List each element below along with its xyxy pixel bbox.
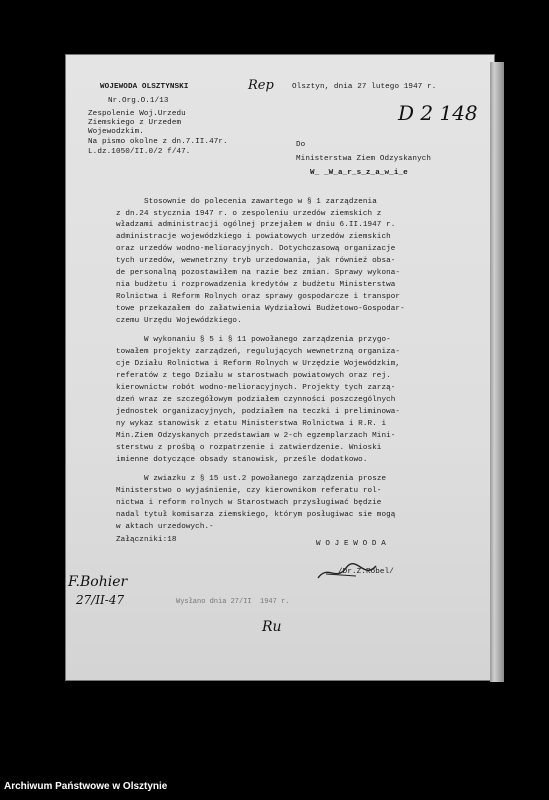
body-line: ny wykaz stanowisk z etatu Ministerstwa Rolnictwa i R.R. i <box>116 420 387 428</box>
subject-line: Wojewodzkim. <box>88 128 144 136</box>
body-line: referatów z tego Działu w starostwach powiatowych oraz rej. <box>116 372 391 380</box>
letterhead-office: WOJEWODA OLSZTYNSKI <box>100 83 189 91</box>
body-line: Ministerstwo o wyjaśnienie, czy kierownikom referatu rol- <box>116 487 382 495</box>
body-line: nadal tytuł komisarza ziemskiego, którym posługiwac sie mogą <box>116 511 396 519</box>
body-line: administracje wojewódzkiego i powiatowych urzedów ziemskich <box>116 233 391 241</box>
handwritten-signature: F.Bohier <box>68 574 128 590</box>
initials-handwriting: Rep <box>248 78 274 93</box>
signature-scribble <box>316 560 386 584</box>
body-line: imienne dotyczące obsady stanowisk, prześle dodatkowo. <box>116 456 368 464</box>
body-line: W wykonaniu § 5 i § 11 powołanego zarządzenia przygo- <box>144 336 391 344</box>
handwritten-date: 27/II-47 <box>76 593 125 607</box>
archive-label: Archiwum Państwowe w Olsztynie <box>4 781 168 792</box>
body-line: W zwiazku z § 15 ust.2 powołanego zarządzenia prosze <box>144 475 387 483</box>
subject-line: Ziemskiego z Urzedem <box>88 119 182 127</box>
body-line: tych urzedów, wewnetrzny tryb urzedowania, jak również obsa- <box>116 257 396 265</box>
signature-title: W O J E W O D A <box>316 540 386 548</box>
subject-line: Na pismo okolne z dn.7.II.47r. <box>88 138 228 146</box>
body-line: Rolnictwa i Reform Rolnych oraz sprawy gospodarcze i transpor <box>116 293 401 301</box>
place-date: Olsztyn, dnia 27 lutego 1947 r. <box>292 83 437 91</box>
body-line: jednostek organizacyjnych, podziałem na teczki i preliminowa- <box>116 408 401 416</box>
body-line: z dn.24 stycznia 1947 r. o zespoleniu urzedów ziemskich z <box>116 210 382 218</box>
body-line: czemu Urzędu Wojewódzkiego. <box>116 317 242 325</box>
subject-line: L.dz.1050/II.0/2 f/47. <box>88 148 191 156</box>
body-line: towe przekazałem do załatwienia Wydziałowi Budżetowo-Gospodar- <box>116 305 405 313</box>
body-line: nictwa i reform rolnych w Starostwach przysługiwać będzie <box>116 499 382 507</box>
addressee-to: Do <box>296 141 306 149</box>
dispatch-stamp: Wysłano dnia 27/II 1947 r. <box>176 598 290 606</box>
addressee-name: Ministerstwa Ziem Odzyskanych <box>296 155 432 163</box>
body-line: nia budżetu i rozprowadzenia kredytów z budżetu Ministerstwa <box>116 281 396 289</box>
body-line: władzami administracji ogólnej przejałem w dniu 6.II.1947 r. <box>116 221 396 229</box>
body-line: oraz urzedów wodno-melioracyjnych. Dotychczasową organizacje <box>116 245 396 253</box>
body-line: de personalną pozostawiłem na razie bez zmian. Sprawy wykona- <box>116 269 401 277</box>
letterhead-ref: Nr.Org.O.1/13 <box>108 97 169 105</box>
subject-line: Zespolenie Woj.Urzedu <box>88 110 186 118</box>
signature-name: /Dr.Z.Robel/ <box>338 568 394 576</box>
enclosures: Załączniki:18 <box>116 536 177 544</box>
body-line: kierownictw robót wodno-melioracyjnych. Projekty tych zarzą- <box>116 384 396 392</box>
register-number-handwriting: D 2 148 <box>398 101 478 125</box>
body-line: sterstwu z prośbą o rozpatrzenie i zatwierdzenie. Wnioski <box>116 444 382 452</box>
body-line: cje Działu Rolnictwa i Reform Rolnych w Urzędzie Wojewódzkim, <box>116 360 401 368</box>
body-line: Stosownie do polecenia zawartego w § 1 zarządzenia <box>144 198 377 206</box>
body-line: Min.Ziem Odzyskanych przedstawiam w 2-ch egzemplarzach Mini- <box>116 432 396 440</box>
body-line: w aktach urzedowych.- <box>116 523 214 531</box>
body-line: dzeń wraz ze szczegółowym podziałem czynności poszczególnych <box>116 396 396 404</box>
page-stack-edge <box>490 62 504 682</box>
addressee-place: W_ _W_a_r_s_z_a_w_i_e <box>310 169 408 177</box>
body-line: towałem projekty zarządzeń, regulujących wewnetrzną organiza- <box>116 348 401 356</box>
bottom-handwriting: Ru <box>262 619 282 635</box>
